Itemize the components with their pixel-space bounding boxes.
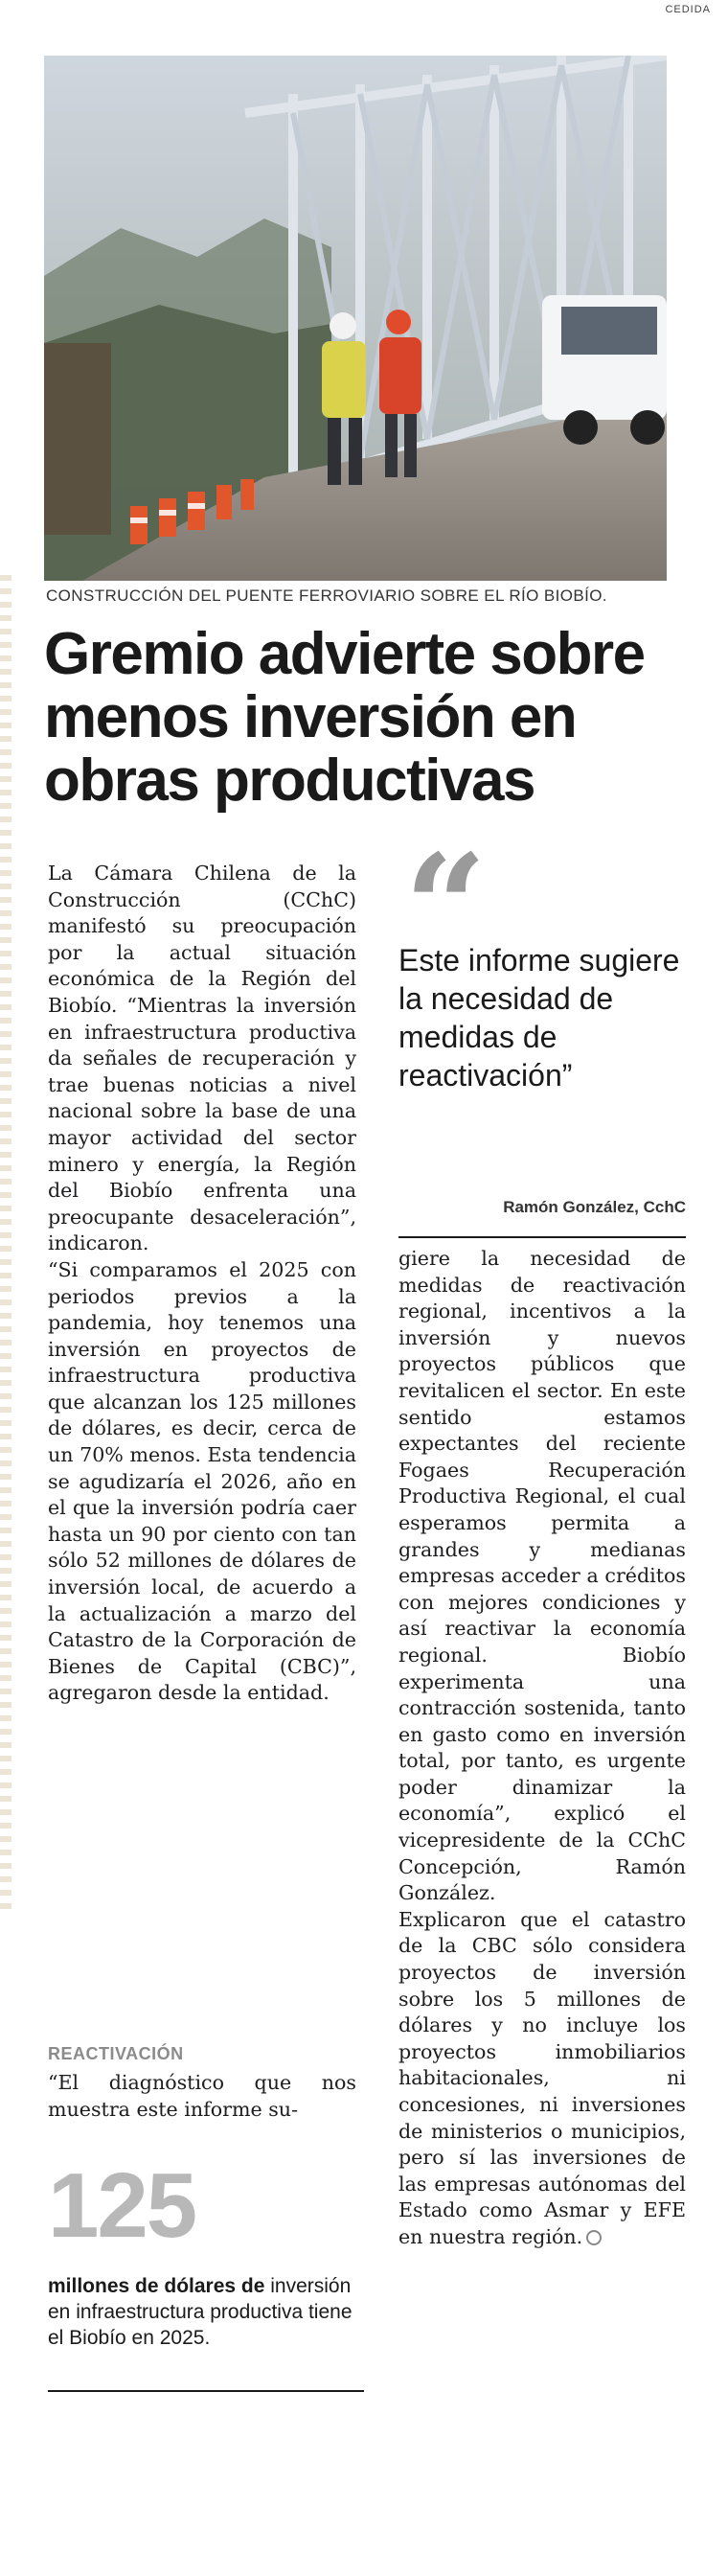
photo-credit: CEDIDA [665,4,711,15]
paragraph: La Cámara Chilena de la Construcción (CChC) manifestó su preocupación por la actual situación económica de la Región del Biobío. “Mientras la inversión en infraestructura productiva da señales de recuperación y trae buenas noticias a nivel nacional sobre la base de una mayor actividad del sector minero y energía, la Región del Biobío enfrenta una preocupante desaceleración”, indicaron. [48,862,356,1255]
article-body-left [48,861,356,1707]
article-body-continued: “El diagnóstico que nos muestra este informe su- [48,2071,356,2121]
end-of-article-icon [586,2230,602,2245]
paragraph: giere la necesidad de medidas de reactivación regional, incentivos a la inversión y nuevos proyectos públicos que revitalicen el sector. En este sentido estamos expectantes del reciente Fogaes Recuperación Productiva Regional, el cual esperamos permita a grandes y medianas empresas acceder a créditos con mejores condiciones y así reactivar la economía regional. Biobío experimenta una contracción sostenida, tanto en gasto como en inversión total, por tanto, es urgente poder dinamizar la economía”, explicó el vicepresidente de la CChC Concepción, Ramón González. [398,1247,686,1905]
photo-caption: CONSTRUCCIÓN DEL PUENTE FERROVIARIO SOBRE EL RÍO BIOBÍO. [46,586,608,605]
page-edge-bleed [0,575,11,1917]
stat-bold-label: millones de dólares de [48,2275,265,2297]
bridge-construction-photo [44,56,667,581]
stat-detail: inversión en infraestructura productiva tiene el Biobío en 2025. [48,2275,353,2349]
divider [48,2390,364,2392]
stat-number: 125 [48,2154,196,2257]
paragraph: “Si comparamos el 2025 con periodos previos a la pandemia, hoy tenemos una inversión en proyectos de infraestructura productiva que alcanzan los 125 millones de dólares, es decir, cerca de un 70% menos. Esta tendencia se agudizaría el 2026, año en el que la inversión podría caer hasta un 90 por ciento con tan sólo 52 millones de dólares de inversión local, de acuerdo a la actualización a marzo del Catastro de la Corporación de Bienes de Capital (CBC)”, agregaron desde la entidad. [48,1257,356,1705]
article-body-right [398,1246,686,2251]
quote-mark-icon: “ [404,823,488,992]
article-photo [44,56,667,581]
section-subheading: REACTIVACIÓN [48,2044,184,2063]
paragraph: Explicaron que el catastro de la CBC sólo considera proyectos de inversión sobre los 5 millones de dólares y no incluye los proyectos inmobiliarios habitacionales, ni concesiones, ni inversiones de ministerios o municipios, pero sí las inversiones de las empresas autónomas del Estado como Asmar y EFE en nuestra región. [398,1907,686,2248]
pull-quote: Este informe sugiere la necesidad de medidas de reactivación” [398,943,680,1092]
headline: Gremio advierte sobre menos inversión en obras productivas [44,621,645,814]
stat-description [48,2273,364,2351]
quote-author: Ramón González, CchC [503,1198,686,1216]
divider [398,1236,686,1238]
